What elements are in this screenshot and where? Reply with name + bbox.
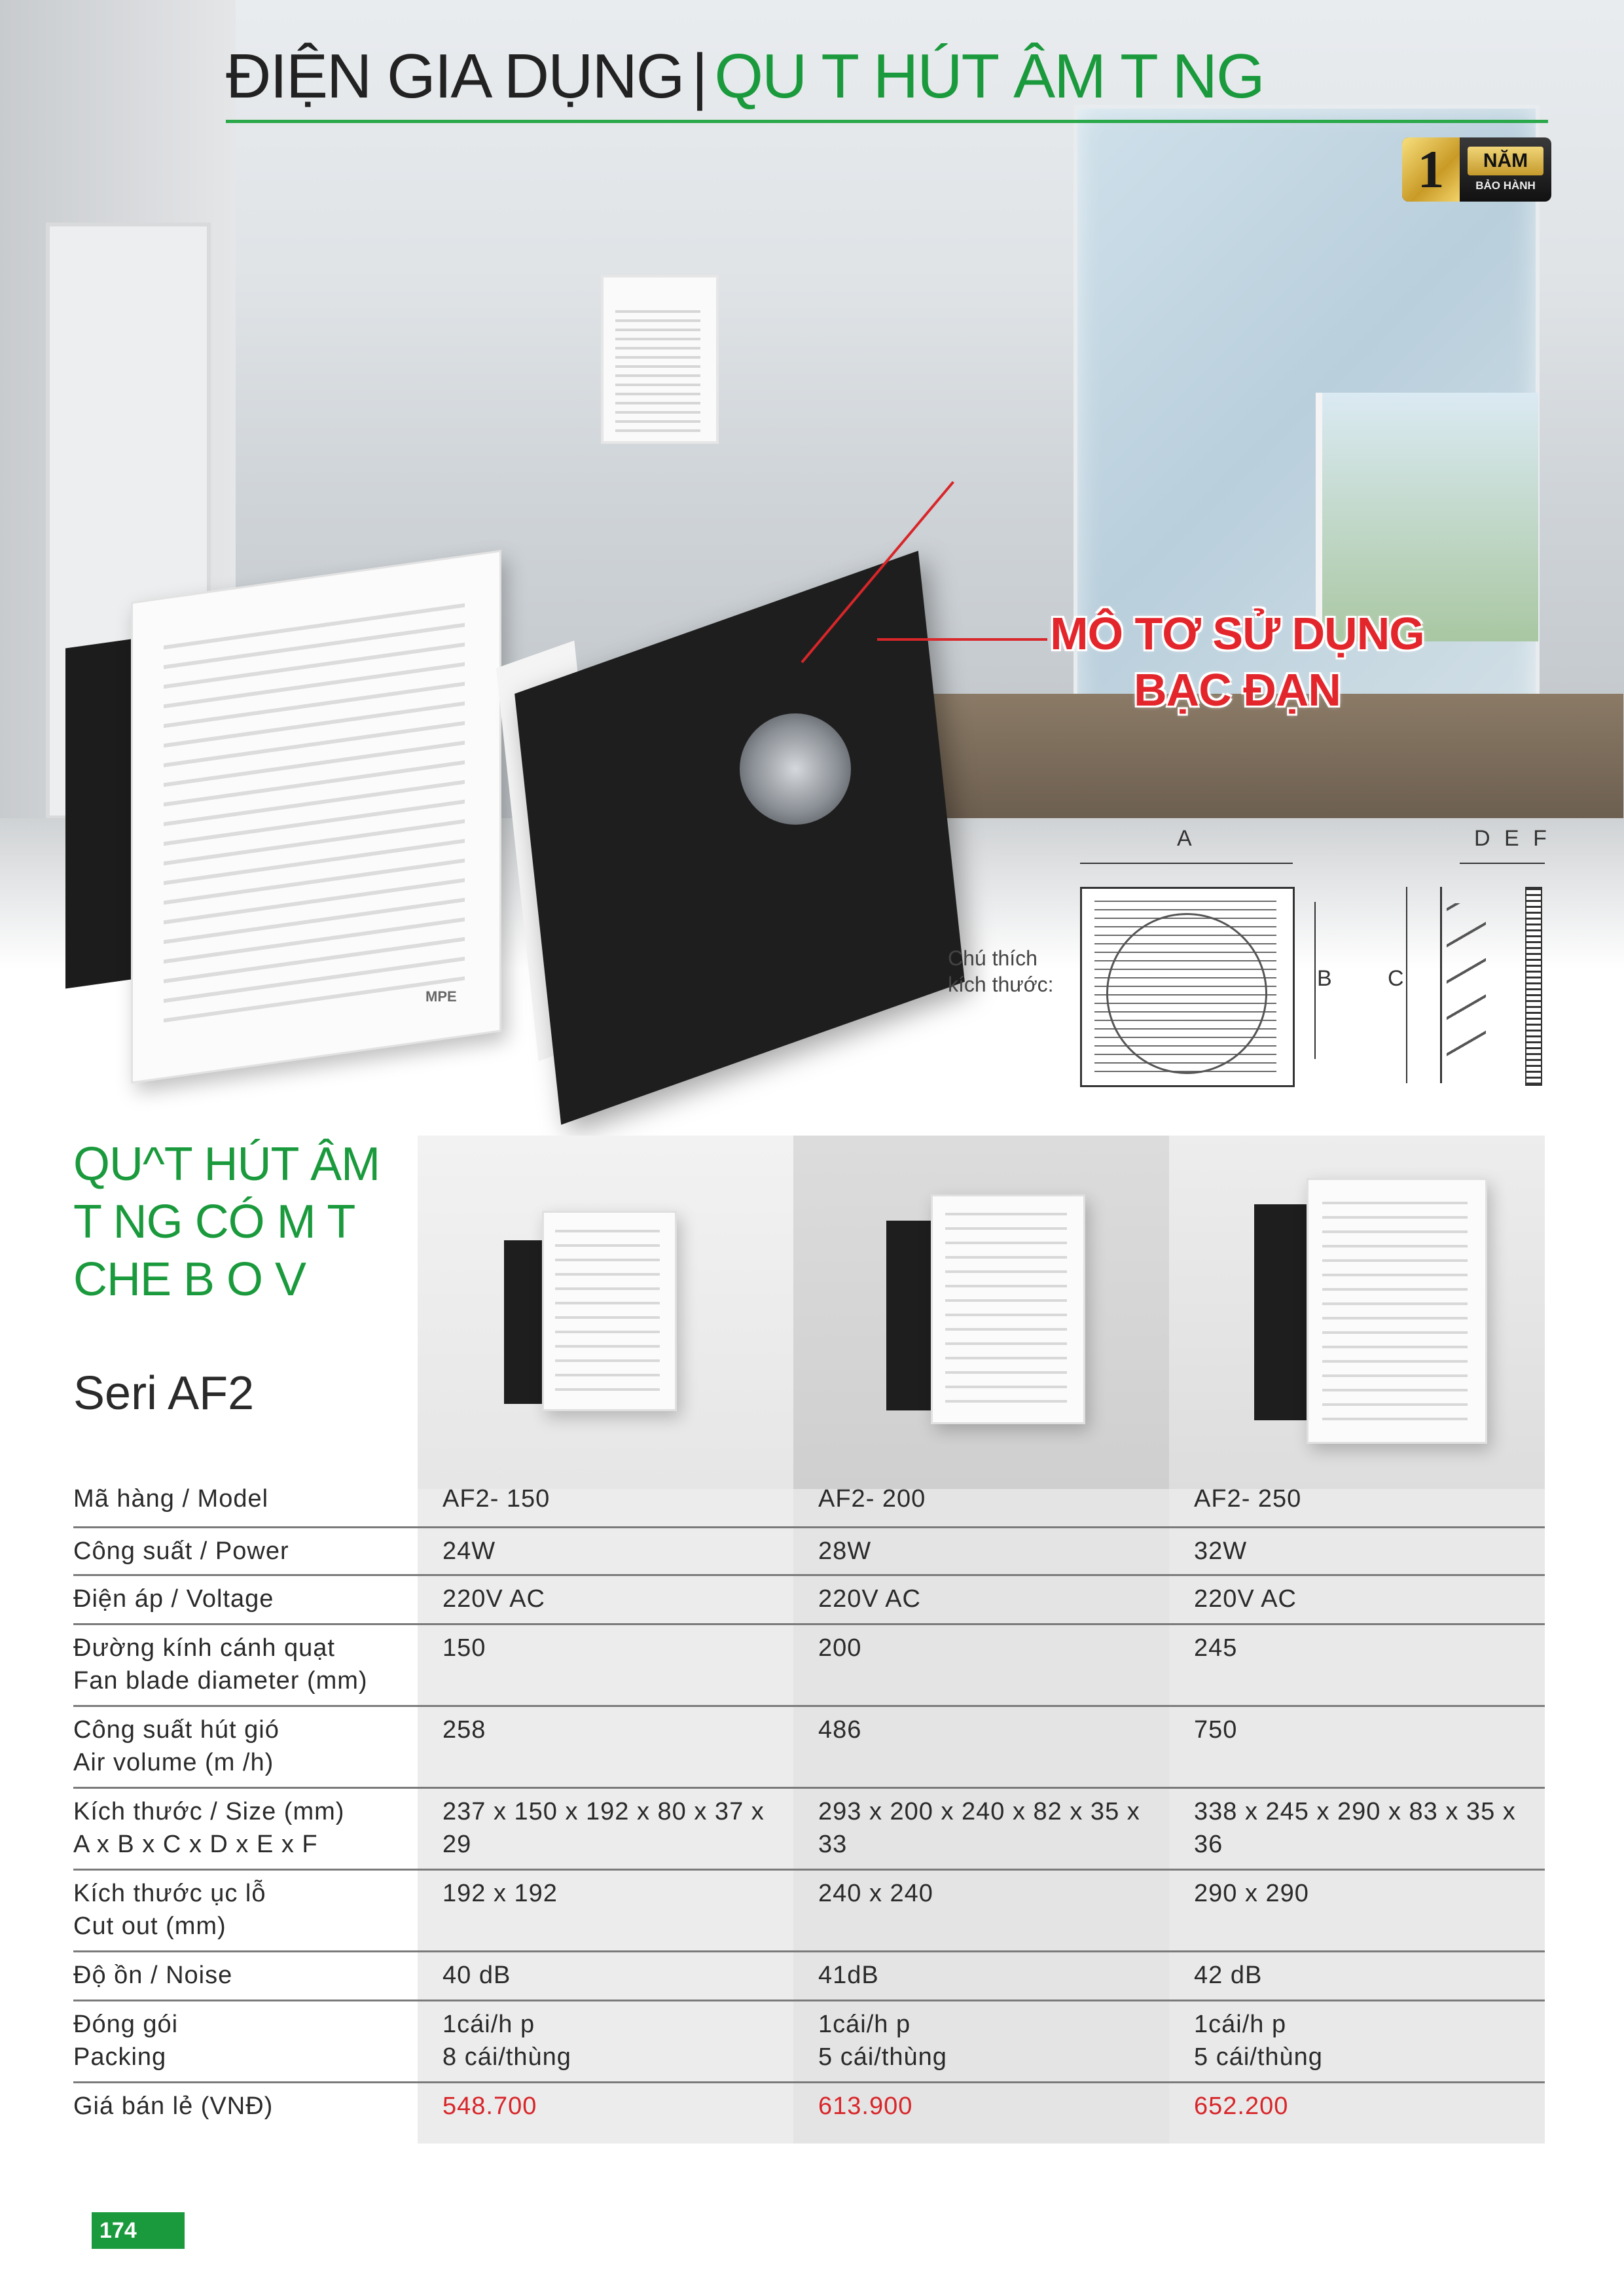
spec-value: 293 x 200 x 240 x 82 x 35 x 33 — [818, 1798, 1140, 1858]
spec-value: 42 dB — [1194, 1962, 1263, 1989]
spec-label: Công suất / Power — [73, 1537, 289, 1565]
spec-value: AF2- 200 — [818, 1485, 926, 1513]
spec-row-model — [73, 1476, 1545, 1528]
spec-value: 1cái/h p 5 cái/thùng — [1194, 2011, 1323, 2071]
title-rule — [226, 120, 1548, 123]
motor-illustration — [740, 713, 851, 825]
spec-value: 28W — [818, 1537, 872, 1565]
dimension-b-label: B — [1317, 966, 1332, 991]
spec-value: 32W — [1194, 1537, 1248, 1565]
title-separator: | — [691, 41, 707, 111]
spec-value: 220V AC — [1194, 1585, 1297, 1613]
spec-value: 24W — [442, 1537, 496, 1565]
spec-label: Công suất hút gió Air volume (m /h) — [73, 1716, 280, 1776]
spec-label: Đường kính cánh quạt Fan blade diameter (mm) — [73, 1634, 368, 1695]
spec-row-voltage — [73, 1576, 1545, 1625]
fan-grill — [164, 601, 465, 1023]
fan-grill — [1322, 1198, 1468, 1420]
dimension-c-label: C — [1388, 966, 1404, 991]
spec-value: 1cái/h p 8 cái/thùng — [442, 2011, 571, 2071]
title-category: ĐIỆN GIA DỤNG — [226, 41, 684, 111]
title-product-line: QU T HÚT ÂM T NG — [714, 41, 1264, 111]
warranty-unit: NĂM — [1468, 147, 1543, 175]
spec-label: Đóng gói Packing — [73, 2011, 179, 2071]
dimension-c-line — [1406, 887, 1407, 1083]
motor-callout: MÔ TƠ SỬ DỤNG BẠC ĐẠN — [1050, 608, 1424, 715]
price-value: 548.700 — [442, 2092, 537, 2120]
spec-value: 486 — [818, 1716, 862, 1744]
spec-value: 41dB — [818, 1962, 879, 1989]
spec-value: 245 — [1194, 1634, 1238, 1662]
spec-row-noise — [73, 1952, 1545, 2001]
spec-value: AF2- 150 — [442, 1485, 550, 1513]
spec-value: 750 — [1194, 1716, 1238, 1744]
spec-label: Kích thước ục lỗ Cut out (mm) — [73, 1880, 266, 1940]
spec-value: 220V AC — [442, 1585, 545, 1613]
fan-grill — [555, 1227, 660, 1391]
product-image-af2-200 — [793, 1136, 1169, 1489]
fan-back-housing — [1254, 1204, 1313, 1420]
spec-label: Mã hàng / Model — [73, 1485, 269, 1513]
fan-logo: MPE — [425, 988, 457, 1005]
spec-value: 290 x 290 — [1194, 1880, 1309, 1907]
warranty-years: 1 — [1402, 137, 1460, 202]
spec-label: Kích thước / Size (mm) A x B x C x D x E x F — [73, 1798, 345, 1858]
wall-fan-grill — [615, 308, 700, 432]
spec-label: Giá bán lẻ (VNĐ) — [73, 2092, 274, 2120]
product-title: QU^T HÚT ÂM T NG CÓ M T CHE B O V — [73, 1138, 380, 1306]
spec-value: 258 — [442, 1716, 486, 1744]
price-value: 613.900 — [818, 2092, 913, 2120]
spec-value: 1cái/h p 5 cái/thùng — [818, 2011, 947, 2071]
warranty-badge — [1402, 137, 1551, 202]
page-title — [226, 41, 1264, 113]
fan-grill — [945, 1213, 1067, 1403]
price-value: 652.200 — [1194, 2092, 1289, 2120]
product-image-af2-250 — [1169, 1136, 1545, 1489]
window-illustration — [1316, 393, 1538, 641]
dimension-a-line — [1080, 863, 1293, 864]
spec-row-power — [73, 1528, 1545, 1576]
spec-row-price — [73, 2083, 1545, 2144]
warranty-caption: BẢO HÀNH — [1475, 179, 1536, 192]
spec-row-air-volume — [73, 1707, 1545, 1789]
page-number: 174 — [99, 2218, 137, 2243]
spec-label: Điện áp / Voltage — [73, 1585, 274, 1613]
spec-value: 150 — [442, 1634, 486, 1662]
spec-value: AF2- 250 — [1194, 1485, 1302, 1513]
spec-row-blade-diameter — [73, 1625, 1545, 1707]
spec-label: Độ ồn / Noise — [73, 1962, 233, 1989]
spec-value: 40 dB — [442, 1962, 511, 1989]
spec-value: 220V AC — [818, 1585, 921, 1613]
spec-value: 240 x 240 — [818, 1880, 933, 1907]
spec-row-cutout — [73, 1871, 1545, 1952]
spec-row-size — [73, 1789, 1545, 1871]
dimension-a-label: A — [1177, 826, 1192, 851]
product-image-af2-150 — [418, 1136, 793, 1489]
side-view-fins — [1447, 903, 1486, 1067]
dimension-b-line — [1314, 902, 1316, 1059]
spec-value: 237 x 150 x 192 x 80 x 37 x 29 — [442, 1798, 765, 1858]
dimension-def-label: D E F — [1474, 826, 1551, 851]
product-series: Seri AF2 — [73, 1367, 255, 1420]
front-view-blade — [1106, 913, 1267, 1074]
spec-row-packing — [73, 2001, 1545, 2083]
spec-value: 192 x 192 — [442, 1880, 558, 1907]
side-view-grill — [1525, 887, 1542, 1086]
dimension-caption: Chú thích kích thước: — [948, 946, 1054, 996]
dimension-def-line — [1460, 863, 1545, 864]
spec-value: 338 x 245 x 290 x 83 x 35 x 36 — [1194, 1798, 1516, 1858]
spec-value: 200 — [818, 1634, 862, 1662]
